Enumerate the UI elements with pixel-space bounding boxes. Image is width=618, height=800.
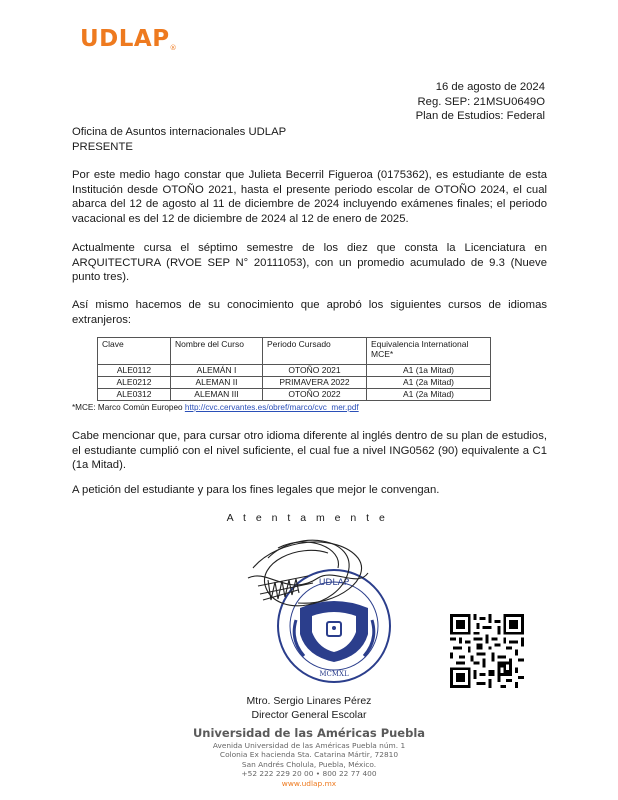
table-row (98, 365, 491, 377)
mce-footnote (72, 403, 359, 412)
col-header: Periodo Cursado (263, 338, 367, 365)
footer-phones: +52 222 229 20 00 • 800 22 77 400 (241, 769, 377, 779)
table-cell: PRIMAVERA 2022 (263, 377, 367, 389)
table-cell: OTOÑO 2022 (263, 389, 367, 401)
table-cell: ALE0112 (98, 365, 171, 377)
signer-name: Mtro. Sergio Linares Pérez (246, 695, 372, 707)
col-header: Nombre del Curso (171, 338, 263, 365)
paragraph-language-level: Cabe mencionar que, para cursar otro idioma diferente al inglés dentro de su plan de estudios, el estudiante cumplió con el nivel suficiente, el cual fue a nivel ING0562 (90) equivalente a C1 (1a Mitad). (72, 430, 547, 472)
paragraph-purpose: A petición del estudiante y para los fines legales que mejor le convengan. (72, 484, 440, 496)
courses-table (97, 337, 491, 401)
paragraph-enrollment: Por este medio hago constar que Julieta Becerril Figueroa (0175362), es estudiante de esta Institución desde OTOÑO 2021, hasta el presente periodo escolar de OTOÑO 2024, el cual abarca del 12 de agosto al 11 de diciembre de 2024 incluyendo exámenes finales; el periodo vacacional es del 12 de diciembre de 2024 al 12 de enero de 2025. (72, 169, 547, 225)
seal-top-text: UDLAP (318, 578, 350, 588)
paragraph-semester: Actualmente cursa el séptimo semestre de los diez que consta la Licenciatura en ARQUITECTURA (RVOE SEP N° 20111053), con un promedio acumulado de 9.3 (Nueve punto tres). (72, 242, 547, 284)
paragraph-courses-intro: Así mismo hacemos de su conocimiento que aprobó los siguientes cursos de idiomas extranjeros: (72, 299, 547, 326)
table-cell: ALEMAN III (171, 389, 263, 401)
table-cell: A1 (2a Mitad) (367, 377, 491, 389)
page-footer (0, 726, 618, 788)
table-cell: ALE0212 (98, 377, 171, 389)
table-cell: OTOÑO 2021 (263, 365, 367, 377)
signature-and-seal (238, 528, 398, 693)
footer-website[interactable]: www.udlap.mx (281, 778, 337, 788)
study-plan: Plan de Estudios: Federal (415, 110, 545, 122)
qr-code (450, 614, 524, 688)
footer-address-3: San Andrés Cholula, Puebla, México. (241, 759, 377, 769)
table-cell: A1 (2a Mitad) (367, 389, 491, 401)
udlap-logo: UDLAP® (80, 26, 178, 52)
footer-address-2: Colonia Ex hacienda Sta. Catarina Mártir, 72810 (219, 750, 399, 760)
cervantes-link[interactable]: http://cvc.cervantes.es/obref/marco/cvc_mer.pdf (184, 403, 359, 412)
reg-sep: Reg. SEP: 21MSU0649O (417, 95, 545, 108)
table-cell: ALEMAN II (171, 377, 263, 389)
closing-salutation: A t e n t a m e n t e (226, 512, 389, 524)
table-cell: ALE0312 (98, 389, 171, 401)
addressee-office: Oficina de Asuntos internacionales UDLAP (72, 126, 287, 138)
footnote-text: *MCE: Marco Común Europeo (72, 403, 185, 412)
col-header: Equivalencia International MCE* (367, 338, 491, 365)
table-cell: A1 (1a Mitad) (367, 365, 491, 377)
addressee-present: PRESENTE (72, 140, 133, 153)
table-cell: ALEMÁN I (171, 365, 263, 377)
seal-bottom-text: MCMXL (319, 670, 349, 678)
table-row (98, 389, 491, 401)
letter-date: 16 de agosto de 2024 (435, 81, 545, 93)
signer-title: Director General Escolar (251, 709, 367, 721)
addressee (72, 125, 286, 154)
col-header: Clave (98, 338, 171, 365)
footer-university: Universidad de las Américas Puebla (192, 726, 426, 740)
table-header-row (98, 338, 491, 365)
letter-header-info (416, 80, 545, 124)
table-row (98, 377, 491, 389)
signer-block (0, 694, 618, 722)
footer-address-1: Avenida Universidad de las Américas Puebla núm. 1 (212, 741, 406, 750)
